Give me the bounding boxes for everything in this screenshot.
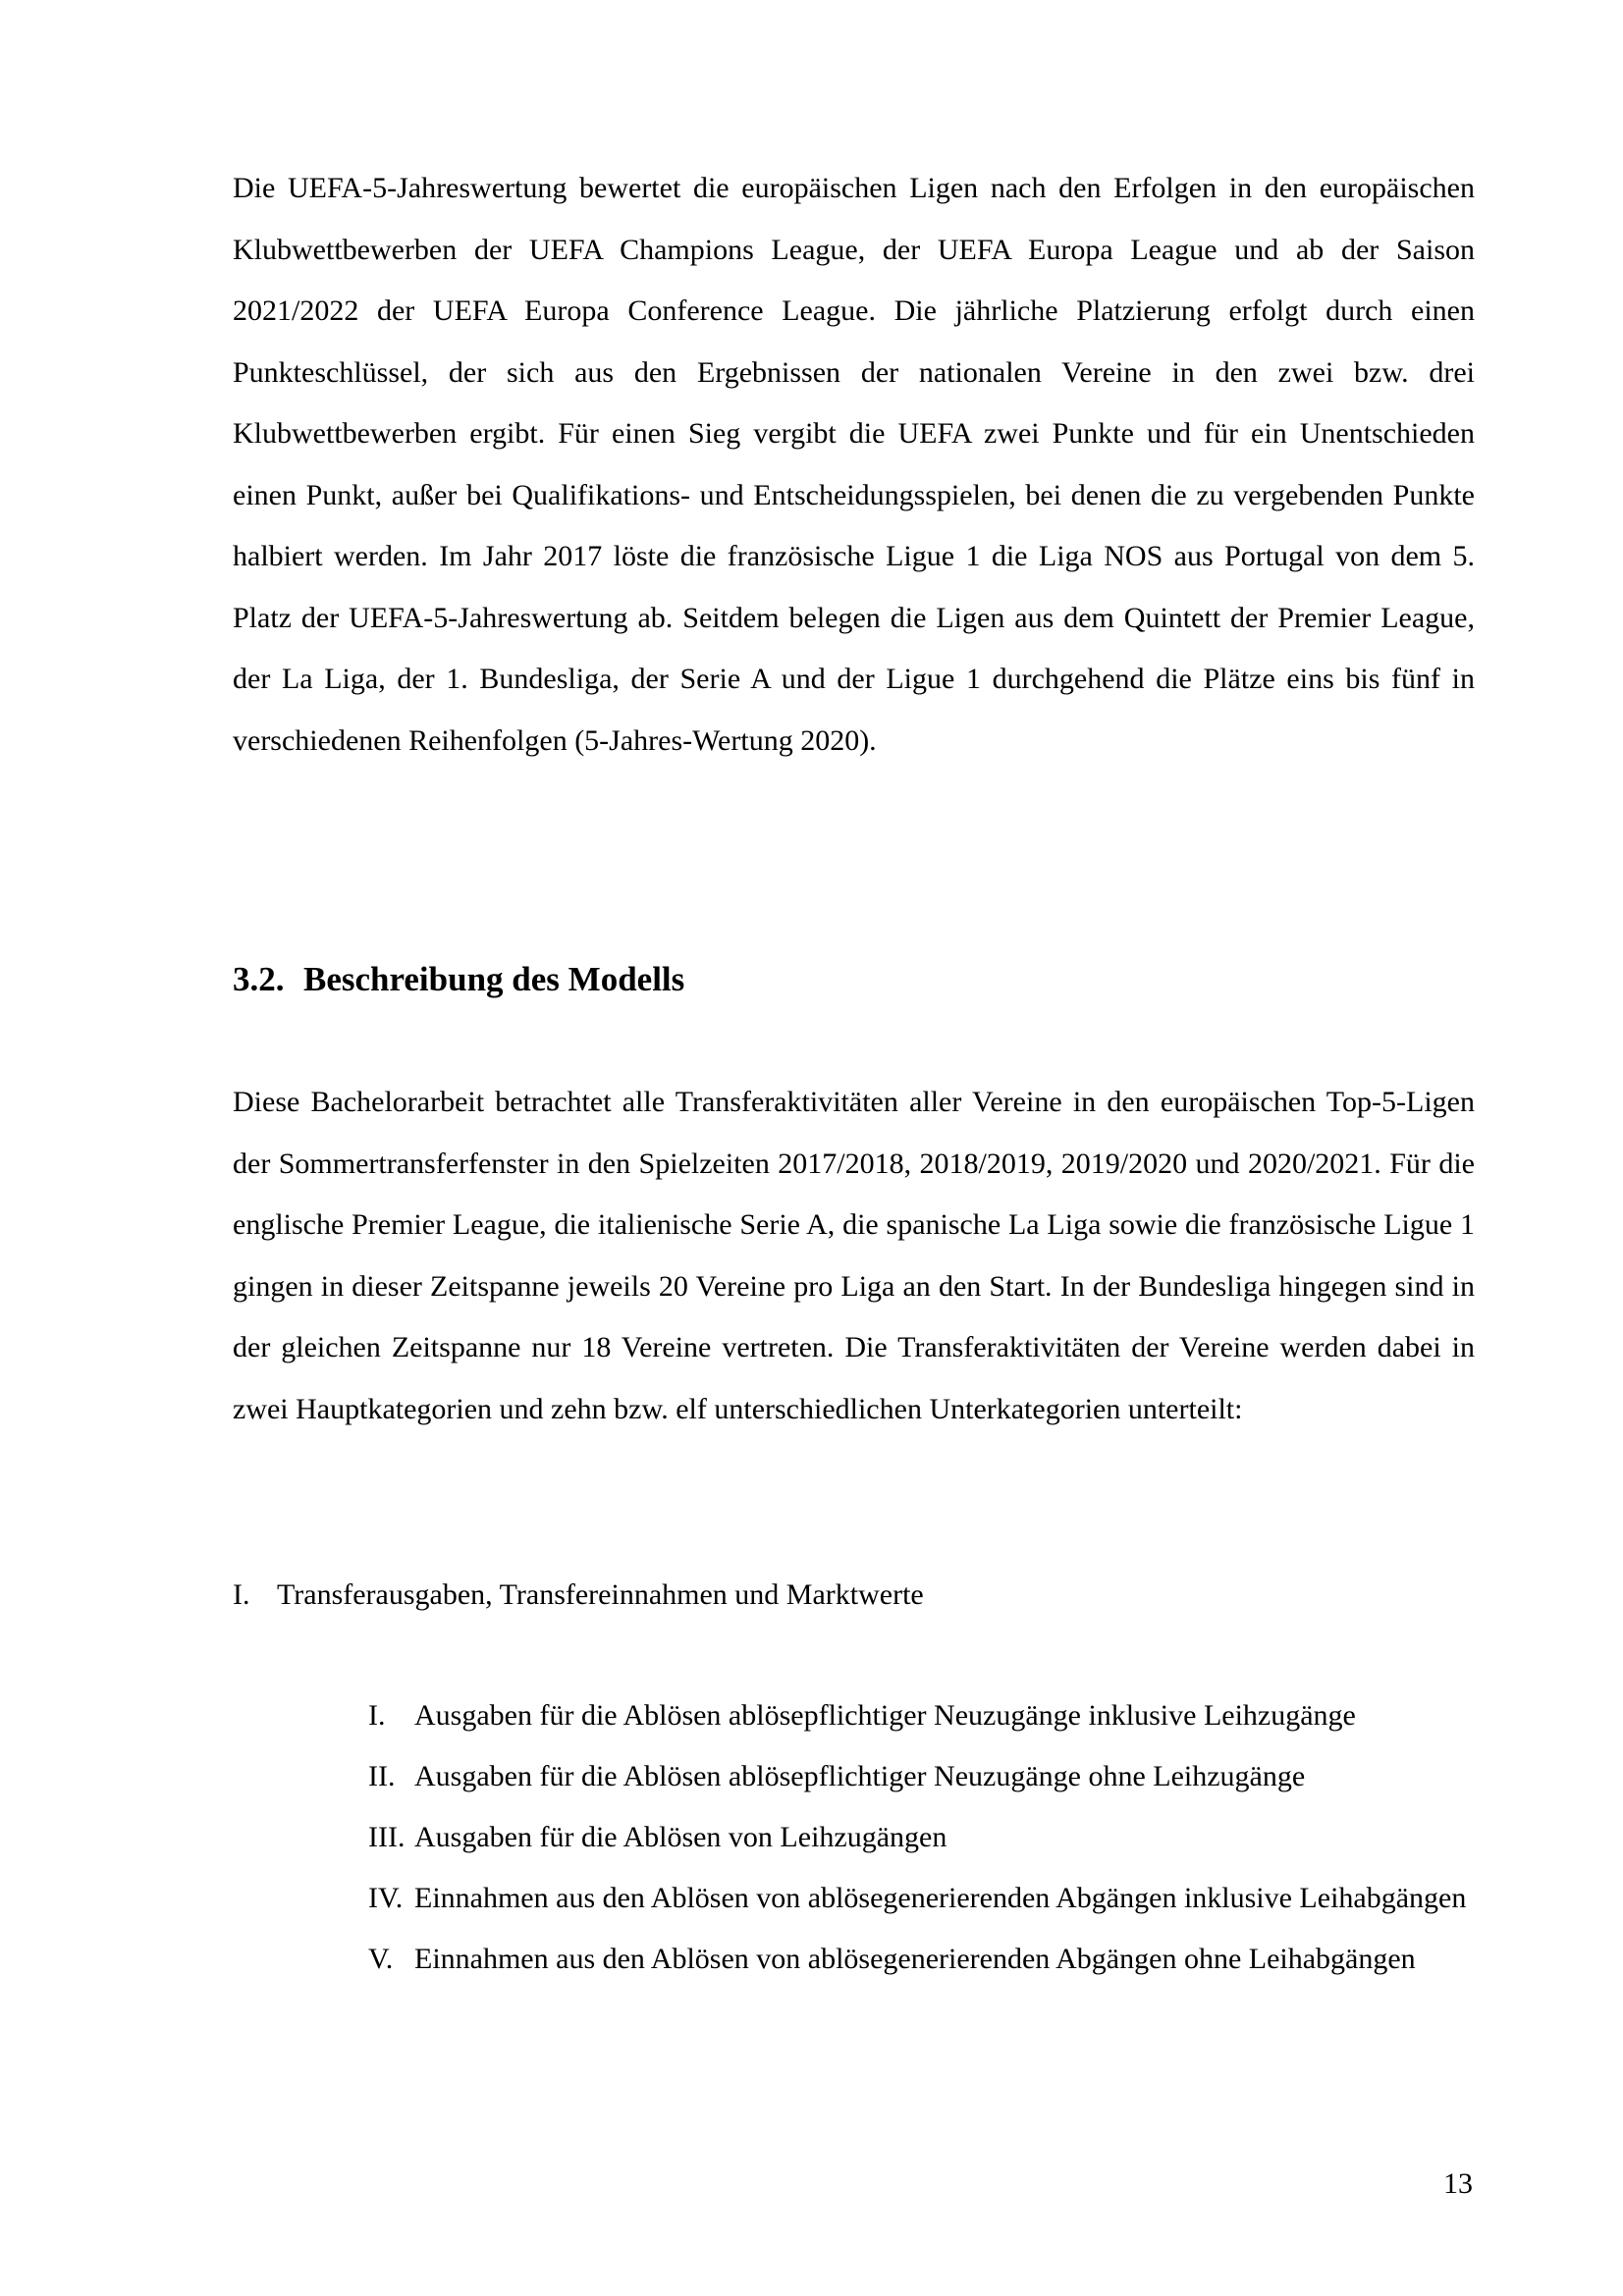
list-item [368, 1746, 1475, 1807]
section-number: 3.2. [233, 960, 285, 998]
list-item [368, 1868, 1475, 1929]
list-item-number: I. [368, 1699, 386, 1732]
main-category-item [233, 1565, 924, 1626]
body-paragraph-uefa-ranking: Die UEFA-5-Jahreswertung bewertet die europäischen Ligen nach den Erfolgen in den europäischen Klubwettbewerben der UEFA Champions League, der UEFA Europa League und ab der Saison 2021/2022 der UEFA Europa Conference League. Die jährliche Platzierung erfolgt durch einen Punkteschlüssel, der sich aus den Ergebnissen der nationalen Vereine in den zwei bzw. drei Klubwettbewerben ergibt. Für einen Sieg vergibt die UEFA zwei Punkte und für ein Unentschieden einen Punkt, außer bei Qualifikations- und Entscheidungsspielen, bei denen die zu vergebenden Punkte halbiert werden. Im Jahr 2017 löste die französische Ligue 1 die Liga NOS aus Portugal von dem 5. Platz der UEFA-5-Jahreswertung ab. Seitdem belegen die Ligen aus dem Quintett der Premier League, der La Liga, der 1. Bundesliga, der Serie A und der Ligue 1 durchgehend die Plätze eins bis fünf in verschiedenen Reihenfolgen (5-Jahres-Wertung 2020). [233, 172, 1475, 757]
list-item-text: Ausgaben für die Ablösen ablösepflichtiger Neuzugänge inklusive Leihzugänge [414, 1699, 1356, 1732]
list-item-number: V. [368, 1943, 394, 1975]
list-item-text: Ausgaben für die Ablösen ablösepflichtiger Neuzugänge ohne Leihzugänge [414, 1760, 1306, 1792]
section-heading [233, 950, 684, 1009]
list-item [368, 1929, 1475, 1990]
page-number: 13 [1443, 2167, 1473, 2200]
sub-category-list [368, 1685, 1475, 1990]
body-paragraph-model-description: Diese Bachelorarbeit betrachtet alle Transferaktivitäten aller Vereine in den europäischen Top-5-Ligen der Sommertransferfenster in den Spielzeiten 2017/2018, 2018/2019, 2019/2020 und 2020/2021. Für die englische Premier League, die italienische Serie A, die spanische La Liga sowie die französische Ligue 1 gingen in dieser Zeitspanne jeweils 20 Vereine pro Liga an den Start. In der Bundesliga hingegen sind in der gleichen Zeitspanne nur 18 Vereine vertreten. Die Transferaktivitäten der Vereine werden dabei in zwei Hauptkategorien und zehn bzw. elf unterschiedlichen Unterkategorien unterteilt: [233, 1086, 1475, 1425]
list-item [368, 1807, 1475, 1868]
list-item [368, 1685, 1475, 1746]
list-item-number: II. [368, 1760, 396, 1792]
list-item-text: Einnahmen aus den Ablösen von ablösegenerierenden Abgängen ohne Leihabgängen [414, 1943, 1416, 1975]
main-category-text: Transferausgaben, Transfereinnahmen und Marktwerte [277, 1578, 924, 1611]
list-item-text: Einnahmen aus den Ablösen von ablösegenerierenden Abgängen inklusive Leihabgängen [414, 1882, 1467, 1914]
list-item-text: Ausgaben für die Ablösen von Leihzugängen [414, 1821, 947, 1853]
main-category-number: I. [233, 1578, 250, 1611]
list-item-number: III. [368, 1821, 406, 1853]
list-item-number: IV. [368, 1882, 404, 1914]
section-title: Beschreibung des Modells [303, 960, 685, 998]
